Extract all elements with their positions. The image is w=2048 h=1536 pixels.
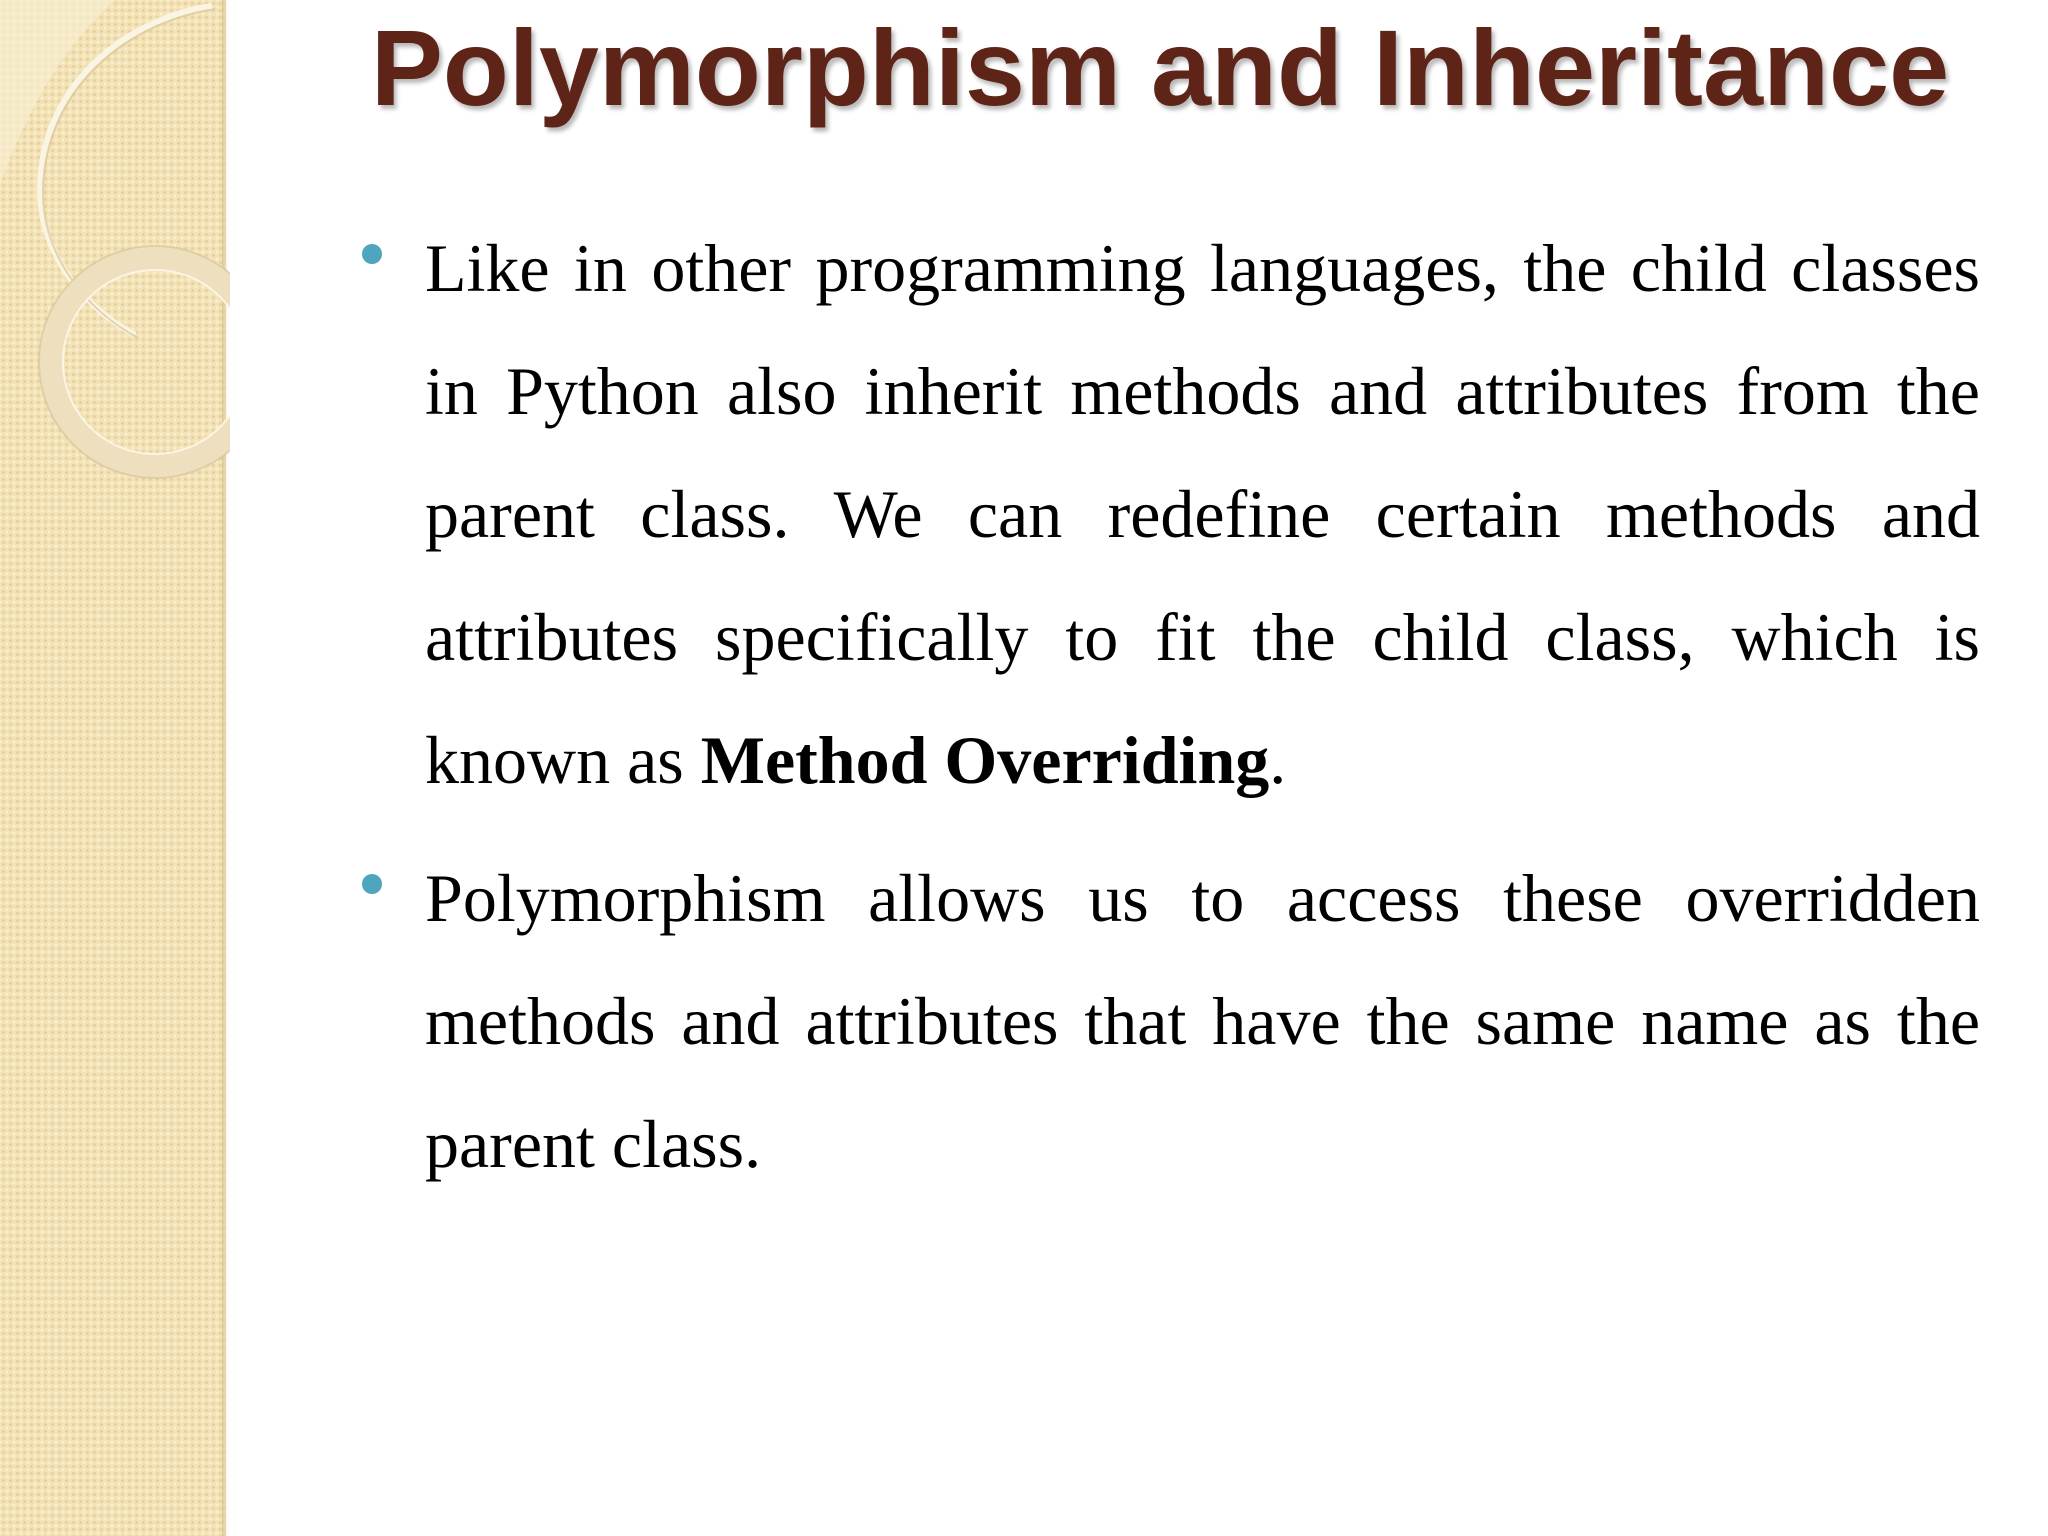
slide-title: Polymorphism and Inheritance xyxy=(370,7,1950,128)
bullet-text-plain: Polymorphism allows us to access these overridden methods and attributes that have the same name as the parent class. xyxy=(425,860,1980,1182)
bullet-dot-icon xyxy=(362,244,382,264)
bullet-list xyxy=(360,207,1980,1221)
bullet-item xyxy=(360,207,1980,822)
bullet-text-bold: Method Overriding xyxy=(700,722,1270,798)
bullet-text-plain: Like in other programming languages, the child classes in Python also inherit methods and attributes from the parent class. We can redefine certain methods and attributes specifically to fit the child class, which is known as xyxy=(425,230,1980,798)
bullet-dot-icon xyxy=(362,874,382,894)
ring-decoration-icon xyxy=(0,0,230,520)
bullet-text xyxy=(425,837,1980,1206)
bullet-text-end: . xyxy=(1269,722,1287,798)
bullet-item xyxy=(360,837,1980,1206)
bullet-text xyxy=(425,207,1980,822)
